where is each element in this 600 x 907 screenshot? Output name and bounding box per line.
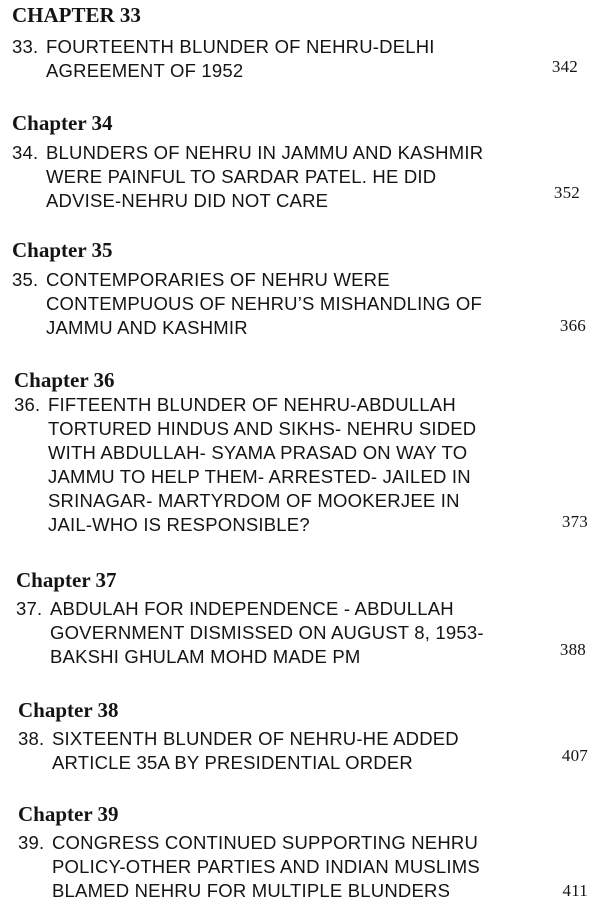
- entry-line: JAIL-WHO IS RESPONSIBLE?: [48, 514, 310, 535]
- entry-line: FIFTEENTH BLUNDER OF NEHRU-ABDULLAH: [48, 394, 456, 415]
- entry-title: [52, 831, 480, 903]
- chapter-title: Chapter 34: [12, 111, 113, 135]
- entry-line: POLICY-OTHER PARTIES AND INDIAN MUSLIMS: [52, 856, 480, 877]
- entry-line: ARTICLE 35A BY PRESIDENTIAL ORDER: [52, 752, 413, 773]
- entry-number: 36.: [14, 394, 41, 415]
- entry-line: BLAMED NEHRU FOR MULTIPLE BLUNDERS: [52, 880, 451, 901]
- entry-line: ABDULAH FOR INDEPENDENCE - ABDULLAH: [50, 598, 454, 619]
- page-number: 352: [553, 183, 580, 202]
- entry-line: FOURTEENTH BLUNDER OF NEHRU-DELHI: [46, 36, 435, 57]
- entry-line: TORTURED HINDUS AND SIKHS- NEHRU SIDED: [48, 418, 477, 439]
- entry-line: ADVISE-NEHRU DID NOT CARE: [46, 190, 329, 211]
- entry-line: GOVERNMENT DISMISSED ON AUGUST 8, 1953-: [50, 622, 484, 643]
- page-number: 366: [559, 316, 586, 335]
- chapter-title: Chapter 39: [18, 802, 119, 826]
- entry-line: CONTEMPUOUS OF NEHRU’S MISHANDLING OF: [46, 293, 483, 314]
- entry-title: [46, 141, 483, 213]
- entry-number: 35.: [12, 269, 39, 290]
- entry-line: JAMMU TO HELP THEM- ARRESTED- JAILED IN: [48, 466, 471, 487]
- entry-line: JAMMU AND KASHMIR: [46, 317, 248, 338]
- entry-line: WITH ABDULLAH- SYAMA PRASAD ON WAY TO: [48, 442, 468, 463]
- chapter-title: Chapter 38: [18, 698, 119, 722]
- entry-number: 34.: [12, 142, 39, 163]
- entry-line: CONTEMPORARIES OF NEHRU WERE: [46, 269, 390, 290]
- entry-line: WERE PAINFUL TO SARDAR PATEL. HE DID: [46, 166, 437, 187]
- chapter-title: Chapter 35: [12, 238, 113, 262]
- entry-line: SRINAGAR- MARTYRDOM OF MOOKERJEE IN: [48, 490, 460, 511]
- chapter-title: CHAPTER 33: [12, 3, 141, 27]
- page-number: 407: [561, 746, 588, 765]
- entry-line: SIXTEENTH BLUNDER OF NEHRU-HE ADDED: [52, 728, 459, 749]
- page-number: 388: [559, 640, 586, 659]
- chapter-title: Chapter 37: [16, 568, 117, 592]
- entry-number: 37.: [16, 598, 43, 619]
- entry-number: 38.: [18, 728, 45, 749]
- entry-line: BLUNDERS OF NEHRU IN JAMMU AND KASHMIR: [46, 142, 484, 163]
- entry-line: CONGRESS CONTINUED SUPPORTING NEHRU: [52, 832, 479, 853]
- page-number: 373: [561, 512, 588, 531]
- entry-title: [50, 597, 484, 669]
- chapter-title: Chapter 36: [14, 368, 115, 392]
- page-number: 342: [551, 57, 578, 76]
- page-number: 411: [562, 881, 588, 900]
- entry-title: [52, 727, 459, 775]
- entry-title: [48, 393, 476, 537]
- entry-number: 33.: [12, 36, 39, 57]
- entry-title: [46, 35, 435, 83]
- entry-line: AGREEMENT OF 1952: [46, 60, 244, 81]
- entry-number: 39.: [18, 832, 45, 853]
- entry-line: BAKSHI GHULAM MOHD MADE PM: [50, 646, 361, 667]
- entry-title: [46, 268, 482, 340]
